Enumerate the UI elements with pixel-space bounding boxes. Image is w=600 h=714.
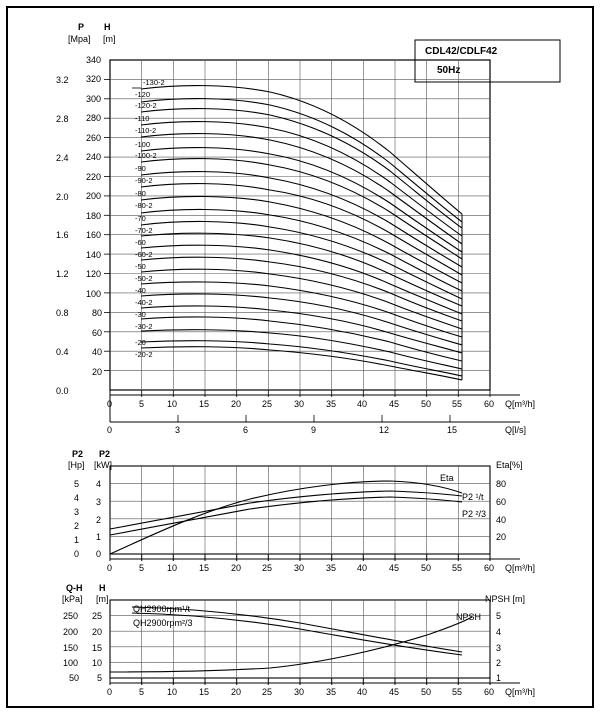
npsh-tick: 1 xyxy=(496,673,502,683)
h-axis-unit: [m] xyxy=(103,34,116,44)
h-tick: 100 xyxy=(86,289,102,299)
x-tick: 10 xyxy=(167,563,178,573)
x-tick: 55 xyxy=(452,399,463,409)
npsh-tick: 3 xyxy=(496,643,502,653)
npsh-x-unit: Q[m³/h] xyxy=(505,687,536,697)
m-tick: 15 xyxy=(92,643,103,653)
x-axis-unit-bottom: Q[l/s] xyxy=(505,425,527,435)
x-tick: 30 xyxy=(294,399,305,409)
p-tick: 2.0 xyxy=(56,192,69,202)
npsh-tick: 2 xyxy=(496,658,502,668)
h-tick: 280 xyxy=(86,113,102,123)
npsh-series-label: NPSH xyxy=(456,612,482,622)
x-axis-unit-top: Q[m³/h] xyxy=(505,399,536,409)
h-tick: 180 xyxy=(86,211,102,221)
p2-kw-title: P2 xyxy=(99,449,111,459)
h-tick: 200 xyxy=(86,191,102,201)
x-tick: 10 xyxy=(167,687,178,697)
kw-tick: 1 xyxy=(96,532,102,542)
npsh-unit: NPSH [m] xyxy=(485,594,526,604)
frequency-label: 50Hz xyxy=(437,65,461,76)
x-tick: 50 xyxy=(421,563,432,573)
curve-label: -110 xyxy=(135,114,150,123)
curve-label: -50 xyxy=(135,262,146,271)
curve-label: -70 xyxy=(135,214,146,223)
p-tick: 1.2 xyxy=(56,269,69,279)
x-tick: 35 xyxy=(326,399,337,409)
x-tick: 20 xyxy=(231,563,242,573)
curve-label: -120-2 xyxy=(135,101,157,110)
qh-unit: [kPa] xyxy=(62,594,83,604)
h-tick: 160 xyxy=(86,230,102,240)
p-tick: 0.8 xyxy=(56,308,69,318)
kpa-tick: 250 xyxy=(63,611,79,621)
p2-hp-unit: [Hp] xyxy=(68,460,85,470)
hp-tick: 2 xyxy=(74,521,80,531)
curve-label: -110-2 xyxy=(135,126,157,135)
kpa-tick: 50 xyxy=(69,673,80,683)
x-tick: 40 xyxy=(357,563,368,573)
kw-tick: 2 xyxy=(96,515,102,525)
ls-tick: 15 xyxy=(447,425,458,435)
x-tick: 45 xyxy=(389,563,400,573)
x-tick: 60 xyxy=(484,563,495,573)
curve-label: -60 xyxy=(135,238,146,247)
m-tick: 25 xyxy=(92,611,103,621)
h-tick: 80 xyxy=(92,308,103,318)
curve-label: -70-2 xyxy=(135,226,153,235)
x-tick: 10 xyxy=(167,399,178,409)
h-tick: 20 xyxy=(92,367,103,377)
x-tick: 55 xyxy=(452,563,463,573)
h-tick: 60 xyxy=(92,328,103,338)
x-tick: 15 xyxy=(199,687,210,697)
hp-tick: 3 xyxy=(74,507,80,517)
p2-hp-title: P2 xyxy=(72,449,84,459)
curve-label: -20-2 xyxy=(135,350,153,359)
hp-tick: 5 xyxy=(74,479,80,489)
p-tick: 0.0 xyxy=(56,386,69,396)
kw-tick: 3 xyxy=(96,497,102,507)
h-axis-title: H xyxy=(104,22,111,32)
kpa-tick: 200 xyxy=(63,627,79,637)
h-tick: 300 xyxy=(86,94,102,104)
curve-label: -80-2 xyxy=(135,201,153,210)
qh-23-series-label: QH2900rpm²/3 xyxy=(133,618,193,628)
hp-tick: 0 xyxy=(74,549,80,559)
eta-unit: Eta[%] xyxy=(496,460,523,470)
p2-kw-unit: [kW] xyxy=(94,460,112,470)
x-tick: 0 xyxy=(107,399,113,409)
qh-title: Q-H xyxy=(66,583,83,593)
h-tick: 240 xyxy=(86,152,102,162)
npsh-tick: 4 xyxy=(496,627,502,637)
x-tick: 40 xyxy=(357,687,368,697)
h-tick: 220 xyxy=(86,172,102,182)
curve-label: -80 xyxy=(135,189,146,198)
x-tick: 0 xyxy=(107,687,113,697)
x-tick: 60 xyxy=(484,399,495,409)
x-tick: 50 xyxy=(421,687,432,697)
kpa-tick: 150 xyxy=(63,643,79,653)
eta-tick: 20 xyxy=(496,532,507,542)
curve-label: -30 xyxy=(135,310,146,319)
m-tick: 10 xyxy=(92,658,103,668)
eta-tick: 60 xyxy=(496,497,507,507)
x-tick: 25 xyxy=(262,687,273,697)
m-tick: 5 xyxy=(97,673,103,683)
eta-tick: 80 xyxy=(496,479,507,489)
npsh-tick: 5 xyxy=(496,611,502,621)
qh-1t-series-label: QH2900rpm¹/t xyxy=(133,604,191,614)
p2-23-series-label: P2 ²/3 xyxy=(462,509,487,519)
x-tick: 45 xyxy=(389,687,400,697)
model-label: CDL42/CDLF42 xyxy=(425,46,498,57)
x-tick: 50 xyxy=(421,399,432,409)
x-tick: 15 xyxy=(199,399,210,409)
hp-tick: 1 xyxy=(74,535,80,545)
curve-label: -100-2 xyxy=(135,151,157,160)
h-title-small: H xyxy=(99,583,106,593)
p-axis-title: P xyxy=(78,22,85,32)
eta-tick: 40 xyxy=(496,515,507,525)
h-tick: 340 xyxy=(86,55,102,65)
x-tick: 5 xyxy=(139,563,145,573)
x-tick: 60 xyxy=(484,687,495,697)
ls-tick: 3 xyxy=(175,425,181,435)
x-tick: 55 xyxy=(452,687,463,697)
x-tick: 20 xyxy=(231,687,242,697)
p-tick: 0.4 xyxy=(56,347,69,357)
kpa-tick: 100 xyxy=(63,658,79,668)
p-axis-unit: [Mpa] xyxy=(68,34,91,44)
curve-label: -50-2 xyxy=(135,274,153,283)
kw-tick: 4 xyxy=(96,479,102,489)
x-tick: 25 xyxy=(262,399,273,409)
x-tick: 45 xyxy=(389,399,400,409)
x-tick: 5 xyxy=(139,399,145,409)
p-tick: 2.4 xyxy=(56,153,69,163)
h-tick: 140 xyxy=(86,250,102,260)
x-tick: 35 xyxy=(326,687,337,697)
p-tick: 3.2 xyxy=(56,75,69,85)
curve-label: -40-2 xyxy=(135,298,153,307)
curve-label: -90-2 xyxy=(135,176,153,185)
curve-label: -120 xyxy=(135,90,151,99)
x-tick: 15 xyxy=(199,563,210,573)
ls-tick: 0 xyxy=(107,425,113,435)
h-tick: 40 xyxy=(92,347,103,357)
p-tick: 1.6 xyxy=(56,230,69,240)
power-x-unit: Q[m³/h] xyxy=(505,563,536,573)
ls-tick: 12 xyxy=(379,425,390,435)
curve-label: -90 xyxy=(135,164,146,173)
h-tick: 260 xyxy=(86,133,102,143)
x-tick: 5 xyxy=(139,687,145,697)
ls-tick: 9 xyxy=(311,425,317,435)
x-tick: 0 xyxy=(107,563,113,573)
x-tick: 40 xyxy=(357,399,368,409)
x-tick: 35 xyxy=(326,563,337,573)
h-unit-small: [m] xyxy=(96,594,109,604)
x-tick: 25 xyxy=(262,563,273,573)
eta-series-label: Eta xyxy=(440,473,454,483)
x-tick: 30 xyxy=(294,687,305,697)
curve-label: -20 xyxy=(135,338,146,347)
h-tick: 120 xyxy=(86,269,102,279)
curve-label: -40 xyxy=(135,286,146,295)
curve-label: -130-2 xyxy=(143,78,165,87)
p2-1t-series-label: P2 ¹/t xyxy=(462,492,484,502)
hp-tick: 4 xyxy=(74,493,80,503)
curve-label: -30-2 xyxy=(135,322,153,331)
ls-tick: 6 xyxy=(243,425,249,435)
x-tick: 20 xyxy=(231,399,242,409)
m-tick: 20 xyxy=(92,627,103,637)
p-tick: 2.8 xyxy=(56,114,69,124)
curve-label: -60-2 xyxy=(135,250,153,259)
h-tick: 320 xyxy=(86,74,102,84)
x-tick: 30 xyxy=(294,563,305,573)
kw-tick: 0 xyxy=(96,549,102,559)
curve-label: -100 xyxy=(135,140,151,149)
